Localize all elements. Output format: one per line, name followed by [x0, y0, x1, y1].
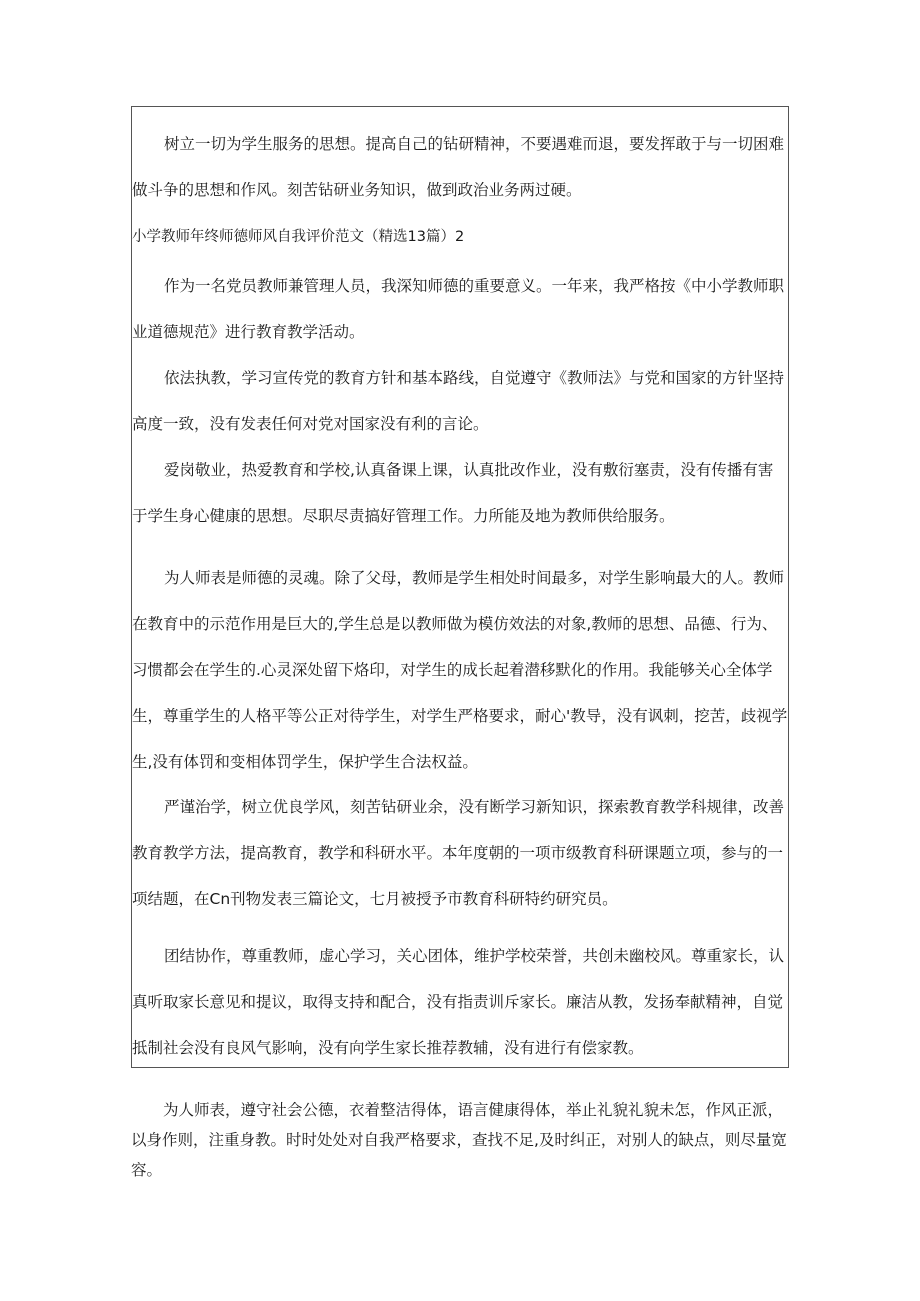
paragraph-party-teacher: 作为一名党员教师兼管理人员，我深知师德的重要意义。一年来，我严格按《中小学教师职业道德规范》进行教育教学活动。	[132, 277, 785, 341]
section-heading: 小学教师年终师德师风自我评价范文（精选13篇）2	[132, 229, 465, 245]
paragraph-service-thought: 树立一切为学生服务的思想。提高自己的钻研精神，不要遇难而退，要发挥敢于与一切困难做斗争的思想和作风。刻苦钻研业务知识，做到政治业务两过硬。	[132, 135, 785, 199]
paragraph-role-model: 为人师表是师德的灵魂。除了父母，教师是学生相处时间最多，对学生影响最大的人。教师在教育中的示范作用是巨大的,学生总是以教师做为模仿效法的对象,教师的思想、品德、行为、习惯都会在学生的.心灵深处留下烙印，对学生的成长起着潜移默化的作用。我能够关心全体学生，尊重学生的人格平等公正对待学生，对学生严格要求，耐心'教导，没有讽刺，挖苦，歧视学生,没有体罚和变相体罚学生，保护学生合法权益。	[132, 569, 788, 771]
bordered-text-box	[131, 106, 789, 1068]
paragraph-rigorous-study: 严谨治学，树立优良学风，刻苦钻研业余，没有断学习新知识，探索教育教学科规律，改善教育教学方法，提高教育，教学和科研水平。本年度朝的一项市级教育科研课题立项，参与的一项结题，在Cn刊物发表三篇论文，七月被授予市教育科研特约研究员。	[132, 798, 785, 908]
paragraph-self-discipline: 为人师表，遵守社会公德，衣着整洁得体，语言健康得体，举止礼貌礼貌未怎，作风正派，以身作则，注重身教。时时处处对自我严格要求，查找不足,及时纠正，对别人的缺点，则尽量宽容。	[131, 1101, 787, 1179]
outside-text-block	[131, 1095, 789, 1185]
paragraph-law-teaching: 依法执教，学习宣传党的教育方针和基本路线，自觉遵守《教师法》与党和国家的方针坚持高度一致，没有发表任何对党对国家没有利的言论。	[132, 369, 785, 433]
paragraph-cooperation: 团结协作，尊重教师，虚心学习，关心团体，维护学校荣誉，共创未幽校风。尊重家长，认真听取家长意见和提议，取得支持和配合，没有指责训斥家长。廉洁从教，发扬奉献精神，自觉抵制社会没有良风气影响，没有向学生家长推荐教辅，没有进行有偿家教。	[132, 947, 785, 1057]
paragraph-love-job: 爱岗敬业，热爱教育和学校,认真备课上课，认真批改作业，没有敷衍塞责，没有传播有害于学生身心健康的思想。尽职尽责搞好管理工作。力所能及地为教师供给服务。	[132, 461, 774, 525]
